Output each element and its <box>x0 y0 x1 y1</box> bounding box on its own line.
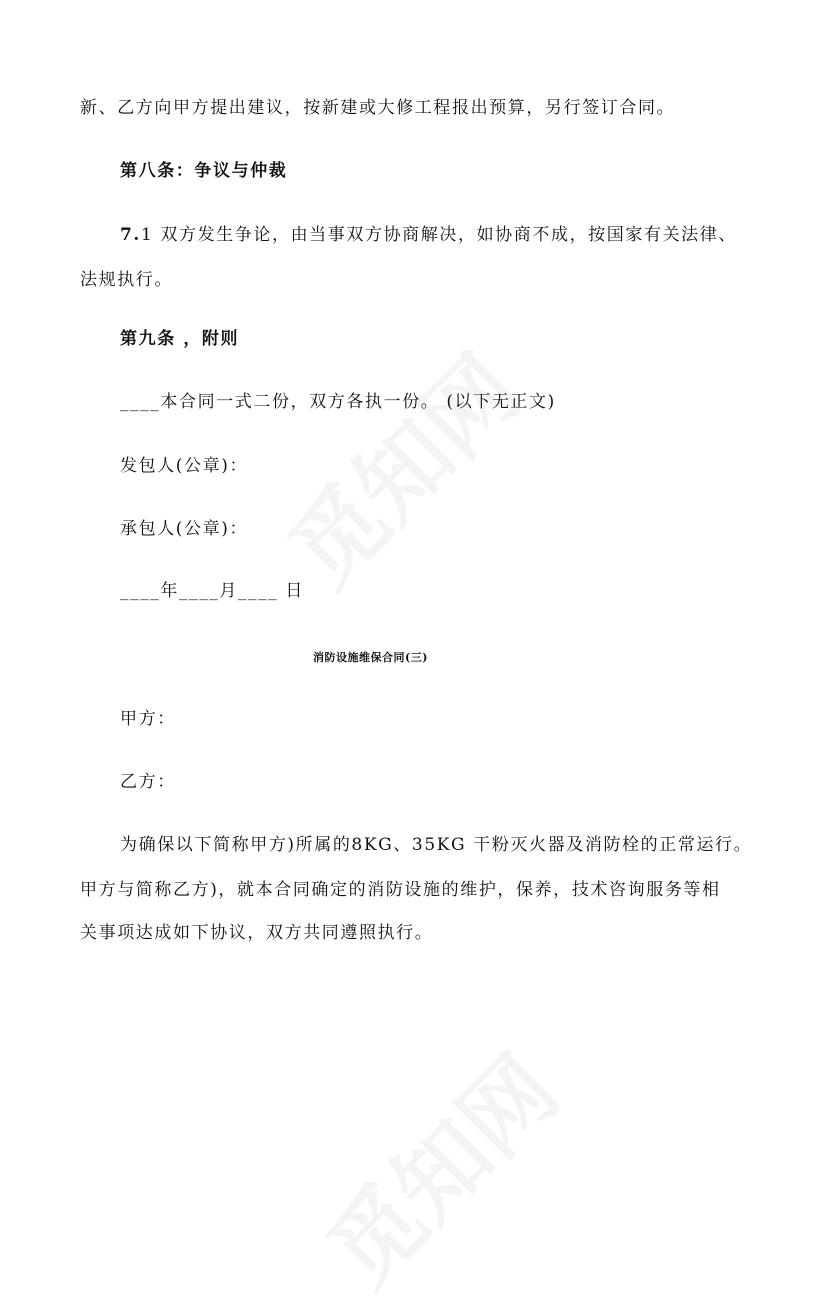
issuer-seal-label: 发包人(公章)： <box>120 456 249 476</box>
copies-clause: ____本合同一式二份，双方各执一份。 (以下无正文) <box>120 392 556 412</box>
text-line-new-construction: 新、乙方向甲方提出建议，按新建或大修工程报出预算，另行签订合同。 <box>80 98 676 118</box>
clause-7-1-text: 1 双方发生争论，由当事双方协商解决，如协商不成，按国家有关法律、 <box>140 225 737 245</box>
party-b-label: 乙方： <box>120 772 176 792</box>
article-9-heading: 第九条 ，附则 <box>120 329 240 349</box>
intro-paragraph-line-2: 甲方与简称乙方)，就本合同确定的消防设施的维护，保养，技术咨询服务等相 <box>80 880 721 900</box>
party-a-label: 甲方： <box>120 709 176 729</box>
watermark-text <box>256 322 545 611</box>
article-8-heading: 第八条：争议与仲裁 <box>120 161 288 181</box>
date-line: ____年____月____ 日 <box>120 581 305 601</box>
intro-paragraph-line-1: 为确保以下简称甲方)所属的8KG、35KG 干粉灭火器及消防栓的正常运行。 <box>120 835 753 855</box>
contractor-seal-label: 承包人(公章)： <box>120 519 249 539</box>
clause-7-1-continuation: 法规执行。 <box>80 270 173 290</box>
clause-7-1-number: 7. <box>120 225 141 245</box>
clause-7-1 <box>120 223 737 247</box>
contract-3-title: 消防设施维保合同(三) <box>313 651 428 664</box>
watermark-text-bottom <box>294 1022 583 1310</box>
intro-paragraph-line-3: 关事项达成如下协议，双方共同遵照执行。 <box>80 923 434 943</box>
